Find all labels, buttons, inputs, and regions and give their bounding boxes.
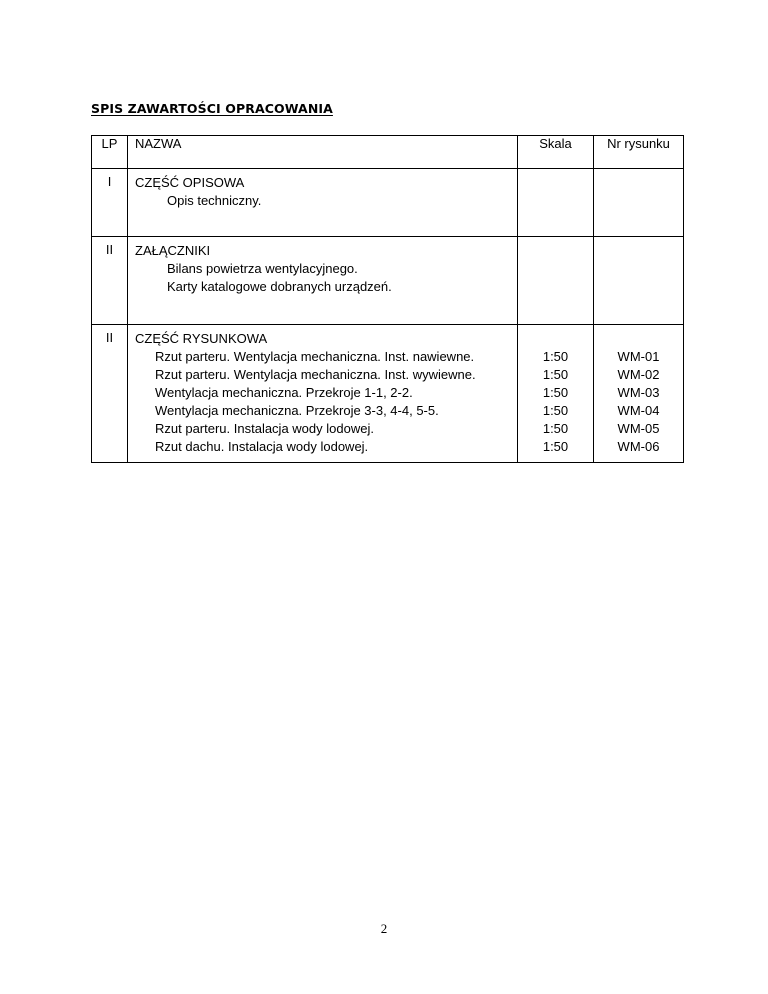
lp-cell: I <box>92 169 128 237</box>
list-item: Rzut parteru. Wentylacja mechaniczna. Inst. wywiewne. <box>155 367 476 382</box>
drawing-number-cell <box>594 237 684 325</box>
page-number: 2 <box>380 921 388 936</box>
list-item: Opis techniczny. <box>167 193 262 208</box>
header-lp: LP <box>92 136 128 169</box>
scale-value: 1:50 <box>542 385 569 400</box>
contents-table <box>91 135 684 463</box>
list-item: Wentylacja mechaniczna. Przekroje 1-1, 2-2. <box>155 385 413 400</box>
list-item: Karty katalogowe dobranych urządzeń. <box>167 279 392 294</box>
name-cell <box>128 325 518 463</box>
table-row <box>92 169 684 237</box>
scale-value: 1:50 <box>542 403 569 418</box>
list-item: Bilans powietrza wentylacyjnego. <box>167 261 358 276</box>
drawing-number: WM-06 <box>617 439 660 454</box>
scale-value: 1:50 <box>542 367 569 382</box>
scale-cell <box>518 237 594 325</box>
header-name: NAZWA <box>128 136 518 169</box>
list-item: Rzut parteru. Instalacja wody lodowej. <box>155 421 374 436</box>
list-item: Rzut parteru. Wentylacja mechaniczna. Inst. nawiewne. <box>155 349 475 364</box>
scale-value: 1:50 <box>542 439 569 454</box>
scale-value: 1:50 <box>542 421 569 436</box>
drawing-number: WM-04 <box>617 403 660 418</box>
table-row <box>92 325 684 463</box>
drawing-number: WM-05 <box>617 421 660 436</box>
list-item: Rzut dachu. Instalacja wody lodowej. <box>155 439 369 454</box>
page-title: SPIS ZAWARTOŚCI OPRACOWANIA <box>91 101 333 116</box>
lp-cell: II <box>92 325 128 463</box>
section-label: ZAŁĄCZNIKI <box>135 243 211 258</box>
scale-cell <box>518 325 594 463</box>
drawing-number: WM-03 <box>617 385 660 400</box>
drawing-number-cell <box>594 325 684 463</box>
scale-value: 1:50 <box>542 349 569 364</box>
header-scale: Skala <box>518 136 594 169</box>
list-item: Wentylacja mechaniczna. Przekroje 3-3, 4-4, 5-5. <box>155 403 439 418</box>
lp-cell: II <box>92 237 128 325</box>
table-header-row <box>92 136 684 169</box>
scale-cell <box>518 169 594 237</box>
section-label: CZĘŚĆ OPISOWA <box>135 175 245 190</box>
section-label: CZĘŚĆ RYSUNKOWA <box>135 331 268 346</box>
table-row <box>92 237 684 325</box>
drawing-number-cell <box>594 169 684 237</box>
name-cell <box>128 169 518 237</box>
drawing-number: WM-01 <box>617 349 660 364</box>
drawing-number: WM-02 <box>617 367 660 382</box>
header-drawing-number: Nr rysunku <box>594 136 684 169</box>
name-cell <box>128 237 518 325</box>
